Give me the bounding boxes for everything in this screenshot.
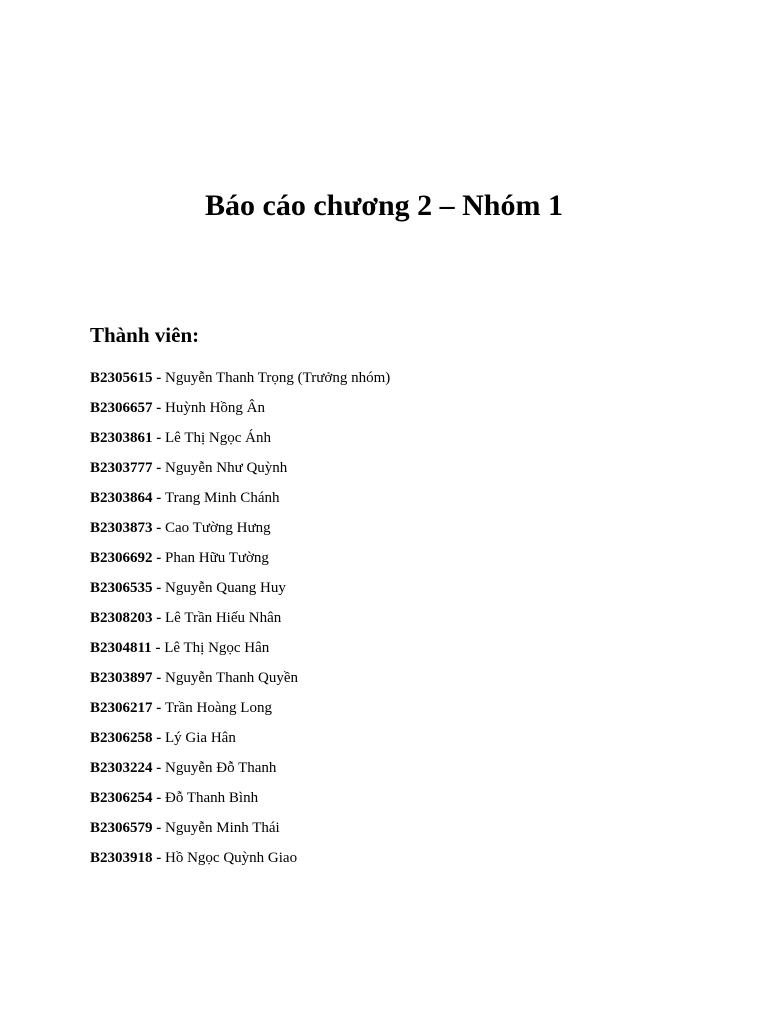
member-id: B2306217 — [90, 700, 153, 716]
member-id: B2306535 — [90, 580, 153, 596]
member-separator: - — [152, 550, 166, 566]
member-separator: - — [152, 730, 166, 746]
member-name: Nguyễn Thanh Quyền — [165, 670, 299, 686]
member-name: Lê Trần Hiếu Nhân — [165, 610, 282, 626]
member-separator: - — [152, 820, 166, 836]
member-name: Phan Hữu Tường — [165, 550, 269, 566]
member-id: B2306692 — [90, 550, 153, 566]
member-separator: - — [152, 790, 166, 806]
member-separator: - — [152, 760, 166, 776]
member-id: B2303224 — [90, 760, 153, 776]
member-row — [90, 576, 390, 606]
document-title: Báo cáo chương 2 – Nhóm 1 — [205, 189, 563, 222]
member-name: Lê Thị Ngọc Hân — [164, 640, 270, 656]
member-id: B2306579 — [90, 820, 153, 836]
member-id: B2306254 — [90, 790, 153, 806]
member-name: Cao Tường Hưng — [165, 520, 271, 536]
member-separator: - — [152, 670, 166, 686]
member-separator: - — [152, 610, 166, 626]
member-separator: - — [152, 850, 166, 866]
member-row — [90, 696, 390, 726]
member-id: B2303861 — [90, 430, 153, 446]
member-name: Nguyễn Quang Huy — [165, 580, 286, 596]
member-name: Nguyễn Thanh Trọng (Trưởng nhóm) — [165, 370, 391, 386]
member-name: Đỗ Thanh Bình — [165, 790, 259, 806]
member-id: B2303873 — [90, 520, 153, 536]
member-row — [90, 666, 390, 696]
member-row — [90, 636, 390, 666]
member-id: B2305615 — [90, 370, 153, 386]
member-name: Nguyễn Như Quỳnh — [165, 460, 288, 476]
member-name: Trần Hoàng Long — [165, 700, 272, 716]
member-row — [90, 816, 390, 846]
member-name: Lê Thị Ngọc Ánh — [165, 430, 271, 446]
member-row — [90, 426, 390, 456]
member-name: Nguyễn Đỗ Thanh — [165, 760, 277, 776]
member-id: B2304811 — [90, 640, 152, 656]
member-row — [90, 606, 390, 636]
member-separator: - — [152, 520, 166, 536]
member-separator: - — [152, 370, 166, 386]
member-row — [90, 846, 390, 876]
member-name: Hồ Ngọc Quỳnh Giao — [165, 850, 298, 866]
member-row — [90, 726, 390, 756]
member-separator: - — [152, 430, 166, 446]
member-separator: - — [152, 460, 166, 476]
member-row — [90, 486, 390, 516]
member-row — [90, 786, 390, 816]
members-list — [90, 366, 390, 876]
member-separator: - — [152, 400, 166, 416]
member-id: B2303918 — [90, 850, 153, 866]
member-separator: - — [152, 490, 166, 506]
member-name: Huỳnh Hồng Ân — [165, 400, 266, 416]
member-row — [90, 756, 390, 786]
member-row — [90, 456, 390, 486]
member-id: B2306657 — [90, 400, 153, 416]
member-row — [90, 396, 390, 426]
member-row — [90, 516, 390, 546]
member-row — [90, 546, 390, 576]
member-id: B2303897 — [90, 670, 153, 686]
member-id: B2303777 — [90, 460, 153, 476]
member-separator: - — [152, 700, 166, 716]
member-id: B2306258 — [90, 730, 153, 746]
member-separator: - — [151, 640, 165, 656]
members-heading: Thành viên: — [90, 323, 200, 347]
member-name: Nguyễn Minh Thái — [165, 820, 280, 836]
member-row — [90, 366, 390, 396]
member-id: B2308203 — [90, 610, 153, 626]
member-name: Trang Minh Chánh — [165, 490, 280, 506]
member-id: B2303864 — [90, 490, 153, 506]
member-name: Lý Gia Hân — [165, 730, 236, 746]
member-separator: - — [152, 580, 166, 596]
